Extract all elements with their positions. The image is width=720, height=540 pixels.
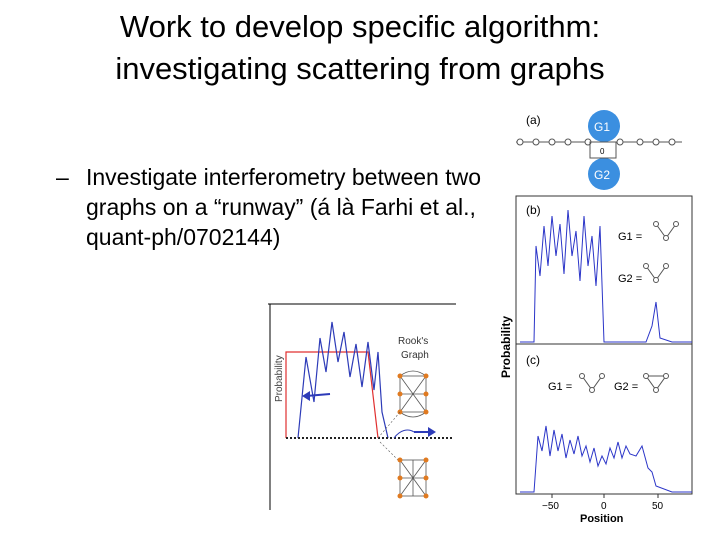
right-arrow-head — [428, 427, 436, 437]
panel-a-label: (a) — [526, 113, 541, 127]
left-arrow-head — [302, 391, 310, 401]
scattered-wave — [298, 322, 388, 438]
panel-b-curve — [520, 210, 692, 342]
c-g2-graph — [644, 374, 669, 393]
b-g2-label: G2 = — [618, 273, 643, 285]
zoom-line-1 — [378, 412, 400, 438]
panel-b-frame — [516, 196, 692, 344]
xtick-minus50: −50 — [542, 501, 559, 512]
b-g1-graph — [654, 222, 679, 241]
rook-label-1: Rook's — [398, 336, 429, 347]
bullet-dash: – — [56, 164, 69, 190]
g1-badge-label: G1 — [594, 120, 611, 134]
c-g1-label: G1 = — [548, 381, 573, 393]
b-g1-label: G1 = — [618, 231, 643, 243]
b-g2-graph — [644, 264, 669, 283]
right-ylabel: Probability — [499, 315, 513, 378]
title-line-2: investigating scattering from graphs — [115, 51, 605, 86]
slide-title — [0, 6, 720, 90]
panel-c-curve — [520, 426, 692, 492]
left-ylabel: Probability — [274, 355, 285, 402]
scattered-small — [394, 430, 414, 438]
center-node-label: 0 — [600, 147, 605, 156]
rook-graph-top — [400, 371, 426, 417]
panel-c-label: (c) — [526, 353, 540, 367]
title-line-1: Work to develop specific algorithm: — [119, 9, 601, 44]
rook-label-2: Graph — [401, 350, 429, 361]
x-ticks — [552, 494, 658, 498]
x-axis-label: Position — [580, 513, 624, 525]
g2-badge-label: G2 — [594, 168, 611, 182]
rook-graph-bottom — [400, 460, 426, 496]
panel-c-frame — [516, 344, 692, 494]
bullet-item — [56, 162, 506, 252]
c-g2-label: G2 = — [614, 381, 639, 393]
bullet-text: Investigate interferometry between two graphs on a “runway” (á là Farhi et al., quant-ph/0702144) — [86, 164, 482, 250]
left-figure — [268, 302, 458, 512]
panel-b-label: (b) — [526, 203, 541, 217]
zoom-line-2 — [380, 442, 400, 462]
right-figure — [496, 106, 696, 530]
xtick-0: 0 — [601, 501, 607, 512]
c-g1-graph — [580, 374, 605, 393]
xtick-50: 50 — [652, 501, 664, 512]
